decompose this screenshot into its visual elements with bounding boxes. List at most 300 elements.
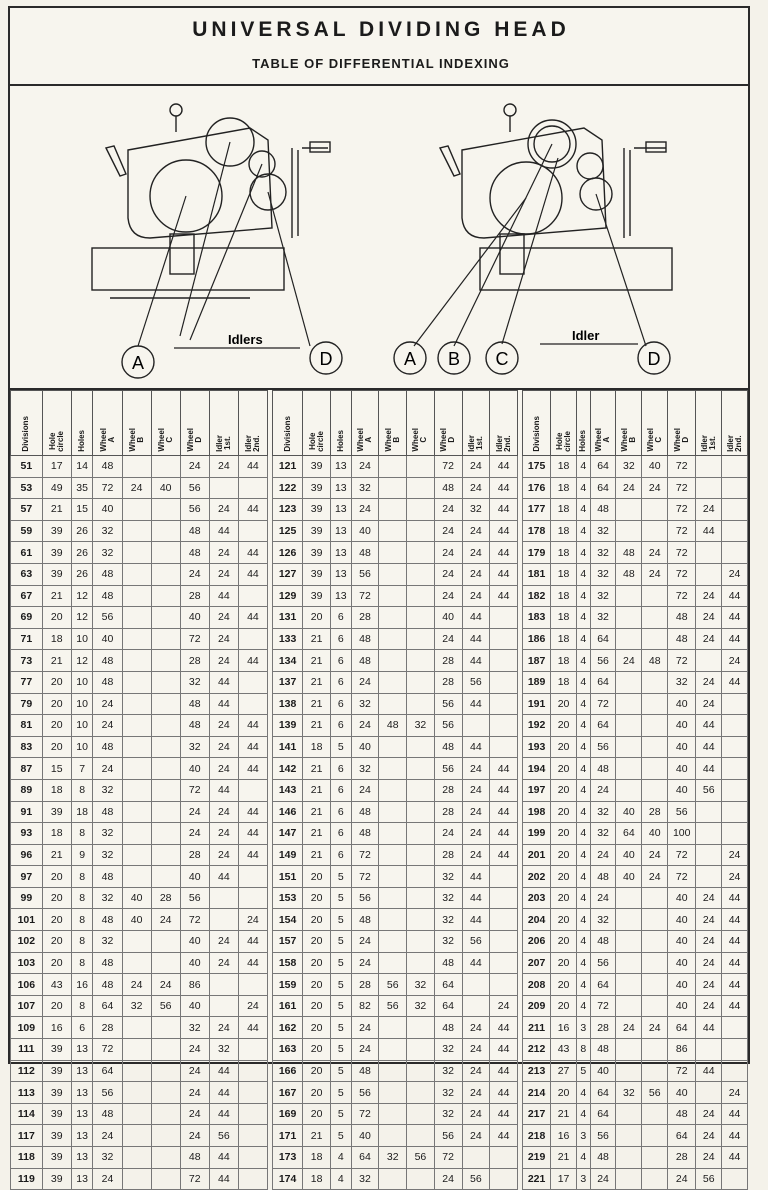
cell-idler-2nd: 44 <box>238 499 267 521</box>
cell-hole-circle: 20 <box>551 823 577 845</box>
table-row <box>273 563 518 585</box>
cell-wheel-b <box>616 952 642 974</box>
cell-holes: 8 <box>71 866 93 888</box>
column-header-label: Wheel A <box>355 428 373 452</box>
cell-holes: 13 <box>71 1039 93 1061</box>
cell-divisions: 202 <box>523 866 551 888</box>
cell-divisions: 122 <box>273 477 303 499</box>
cell-holes: 10 <box>71 671 93 693</box>
cell-hole-circle: 20 <box>303 607 331 629</box>
cell-wheel-a: 56 <box>590 1125 616 1147</box>
table-row <box>11 758 268 780</box>
cell-wheel-b: 40 <box>616 801 642 823</box>
cell-wheel-a: 48 <box>93 671 122 693</box>
cell-idler-2nd: 44 <box>722 607 748 629</box>
cell-holes: 6 <box>330 607 351 629</box>
column-header-wheel-a <box>351 391 379 456</box>
right-idler <box>577 153 603 179</box>
cell-divisions: 61 <box>11 542 43 564</box>
column-header-divisions <box>523 391 551 456</box>
cell-hole-circle: 18 <box>303 736 331 758</box>
cell-idler-1st: 44 <box>696 1017 722 1039</box>
cell-hole-circle: 43 <box>551 1039 577 1061</box>
table-row <box>273 779 518 801</box>
cell-hole-circle: 20 <box>303 931 331 953</box>
cell-wheel-d: 72 <box>668 650 696 672</box>
cell-wheel-c <box>407 520 435 542</box>
cell-holes: 5 <box>330 1125 351 1147</box>
cell-idler-2nd: 44 <box>722 909 748 931</box>
cell-divisions: 109 <box>11 1017 43 1039</box>
cell-idler-1st: 24 <box>209 607 238 629</box>
cell-wheel-b: 56 <box>379 995 407 1017</box>
cell-holes: 3 <box>576 1017 590 1039</box>
cell-wheel-b <box>122 628 151 650</box>
cell-wheel-b <box>616 758 642 780</box>
cell-wheel-a: 32 <box>93 542 122 564</box>
cell-hole-circle: 43 <box>42 974 71 996</box>
cell-wheel-a: 64 <box>590 1103 616 1125</box>
cell-idler-1st: 24 <box>209 952 238 974</box>
cell-wheel-c <box>407 650 435 672</box>
cell-wheel-b <box>122 823 151 845</box>
cell-wheel-b: 40 <box>616 844 642 866</box>
cell-idler-2nd <box>490 736 518 758</box>
cell-wheel-d: 72 <box>668 542 696 564</box>
cell-wheel-c <box>151 758 180 780</box>
table-row <box>11 1125 268 1147</box>
cell-wheel-d: 32 <box>434 1103 462 1125</box>
cell-wheel-d: 24 <box>434 520 462 542</box>
cell-holes: 13 <box>71 1060 93 1082</box>
cell-wheel-b <box>616 1103 642 1125</box>
cell-idler-1st: 24 <box>209 628 238 650</box>
cell-wheel-c <box>151 1039 180 1061</box>
cell-idler-1st <box>209 974 238 996</box>
cell-holes: 4 <box>576 995 590 1017</box>
right-lifting-eye <box>504 104 516 116</box>
cell-wheel-d: 24 <box>180 456 209 478</box>
cell-divisions: 157 <box>273 931 303 953</box>
cell-holes: 13 <box>71 1168 93 1190</box>
cell-idler-2nd: 44 <box>490 520 518 542</box>
cell-wheel-a: 24 <box>93 758 122 780</box>
cell-wheel-a: 72 <box>351 585 379 607</box>
cell-holes: 13 <box>71 1125 93 1147</box>
cell-wheel-b <box>122 693 151 715</box>
table-row <box>523 779 748 801</box>
cell-wheel-c <box>151 499 180 521</box>
cell-idler-1st: 24 <box>209 844 238 866</box>
cell-wheel-c: 32 <box>407 974 435 996</box>
cell-holes: 4 <box>576 801 590 823</box>
table-row <box>11 736 268 758</box>
cell-wheel-b <box>122 801 151 823</box>
cell-holes: 6 <box>330 693 351 715</box>
cell-idler-2nd: 44 <box>722 995 748 1017</box>
cell-wheel-b: 24 <box>616 477 642 499</box>
dividing-head-illustration-right <box>394 104 672 374</box>
cell-hole-circle: 39 <box>303 585 331 607</box>
cell-holes: 6 <box>330 671 351 693</box>
cell-idler-2nd <box>238 693 267 715</box>
cell-idler-1st: 24 <box>209 456 238 478</box>
cell-wheel-b <box>122 1060 151 1082</box>
cell-wheel-d: 24 <box>180 563 209 585</box>
cell-hole-circle: 20 <box>303 1039 331 1061</box>
column-header-wheel-d <box>668 391 696 456</box>
cell-wheel-c <box>407 1082 435 1104</box>
cell-wheel-d: 40 <box>668 715 696 737</box>
cell-hole-circle: 20 <box>551 844 577 866</box>
cell-wheel-d: 56 <box>434 693 462 715</box>
cell-wheel-c <box>151 520 180 542</box>
table-row <box>273 456 518 478</box>
cell-wheel-d: 24 <box>180 1082 209 1104</box>
cell-wheel-d: 48 <box>180 693 209 715</box>
table-row <box>11 823 268 845</box>
cell-wheel-c <box>642 499 668 521</box>
cell-wheel-a: 32 <box>93 844 122 866</box>
cell-wheel-d: 28 <box>434 671 462 693</box>
cell-wheel-a: 40 <box>351 736 379 758</box>
left-base <box>92 248 284 290</box>
cell-wheel-a: 48 <box>590 1147 616 1169</box>
cell-divisions: 212 <box>523 1039 551 1061</box>
cell-idler-1st: 32 <box>209 1039 238 1061</box>
column-header-holes <box>576 391 590 456</box>
cell-wheel-b <box>122 456 151 478</box>
cell-wheel-d: 24 <box>180 1039 209 1061</box>
cell-wheel-a: 24 <box>351 952 379 974</box>
cell-idler-1st: 24 <box>462 563 490 585</box>
table-row <box>11 801 268 823</box>
right-label-d: D <box>647 349 661 369</box>
cell-wheel-c <box>407 671 435 693</box>
cell-wheel-b <box>379 909 407 931</box>
cell-idler-1st: 24 <box>696 607 722 629</box>
cell-hole-circle: 20 <box>303 1060 331 1082</box>
cell-wheel-b <box>379 1125 407 1147</box>
cell-idler-1st: 24 <box>462 1039 490 1061</box>
cell-wheel-c <box>407 909 435 931</box>
cell-idler-2nd: 44 <box>238 542 267 564</box>
cell-wheel-d: 72 <box>668 563 696 585</box>
cell-holes: 3 <box>576 1125 590 1147</box>
cell-holes: 4 <box>576 520 590 542</box>
cell-wheel-c <box>642 1147 668 1169</box>
cell-wheel-a: 48 <box>590 866 616 888</box>
cell-wheel-b <box>122 715 151 737</box>
column-header-hole-circle <box>303 391 331 456</box>
cell-holes: 10 <box>71 693 93 715</box>
cell-idler-1st: 24 <box>696 931 722 953</box>
cell-wheel-c: 24 <box>642 1017 668 1039</box>
cell-wheel-d: 48 <box>668 628 696 650</box>
cell-idler-2nd <box>238 779 267 801</box>
cell-wheel-c <box>407 693 435 715</box>
cell-wheel-a: 56 <box>351 1082 379 1104</box>
cell-wheel-b: 24 <box>122 974 151 996</box>
cell-holes: 13 <box>330 520 351 542</box>
cell-wheel-c <box>407 823 435 845</box>
column-header-wheel-c <box>151 391 180 456</box>
cell-hole-circle: 15 <box>42 758 71 780</box>
cell-idler-1st: 56 <box>696 779 722 801</box>
cell-wheel-c <box>407 499 435 521</box>
table-row <box>273 866 518 888</box>
cell-idler-1st <box>696 823 722 845</box>
cell-holes: 5 <box>330 995 351 1017</box>
cell-wheel-b <box>379 1039 407 1061</box>
cell-idler-2nd <box>722 520 748 542</box>
cell-hole-circle: 49 <box>42 477 71 499</box>
cell-wheel-a: 48 <box>93 585 122 607</box>
cell-divisions: 91 <box>11 801 43 823</box>
cell-holes: 4 <box>576 823 590 845</box>
cell-wheel-d: 40 <box>668 909 696 931</box>
cell-idler-2nd: 44 <box>490 823 518 845</box>
table-row <box>273 607 518 629</box>
cell-wheel-d: 72 <box>434 456 462 478</box>
cell-divisions: 218 <box>523 1125 551 1147</box>
cell-hole-circle: 18 <box>551 585 577 607</box>
column-header-label: Holes <box>77 430 87 452</box>
cell-wheel-c <box>642 520 668 542</box>
cell-idler-2nd: 24 <box>238 995 267 1017</box>
cell-idler-1st <box>696 866 722 888</box>
cell-wheel-c: 56 <box>407 1147 435 1169</box>
cell-idler-2nd: 44 <box>490 1060 518 1082</box>
cell-hole-circle: 39 <box>42 1039 71 1061</box>
cell-idler-1st: 24 <box>696 585 722 607</box>
cell-wheel-d: 48 <box>434 477 462 499</box>
cell-idler-1st <box>462 715 490 737</box>
cell-holes: 8 <box>71 995 93 1017</box>
cell-idler-2nd: 44 <box>490 1082 518 1104</box>
cell-hole-circle: 27 <box>551 1060 577 1082</box>
cell-wheel-d: 40 <box>668 1082 696 1104</box>
cell-divisions: 53 <box>11 477 43 499</box>
table-row <box>11 866 268 888</box>
cell-wheel-a: 82 <box>351 995 379 1017</box>
cell-hole-circle: 18 <box>551 456 577 478</box>
cell-wheel-a: 24 <box>93 1125 122 1147</box>
column-header-label: Idler 2nd. <box>243 435 261 452</box>
cell-wheel-a: 24 <box>590 887 616 909</box>
cell-wheel-a: 24 <box>351 499 379 521</box>
cell-wheel-a: 32 <box>351 477 379 499</box>
table-row <box>273 736 518 758</box>
cell-wheel-c: 24 <box>642 477 668 499</box>
cell-divisions: 204 <box>523 909 551 931</box>
cell-idler-1st: 24 <box>696 974 722 996</box>
cell-hole-circle: 18 <box>42 779 71 801</box>
cell-wheel-d: 72 <box>434 1147 462 1169</box>
differential-indexing-tables <box>10 388 748 1185</box>
cell-wheel-a: 32 <box>93 823 122 845</box>
cell-holes: 5 <box>330 974 351 996</box>
cell-wheel-b <box>616 1060 642 1082</box>
cell-divisions: 162 <box>273 1017 303 1039</box>
column-header-label: Idler 2nd. <box>725 435 743 452</box>
cell-wheel-c <box>642 909 668 931</box>
cell-divisions: 167 <box>273 1082 303 1104</box>
column-header-idler-1st <box>462 391 490 456</box>
table-row <box>523 628 748 650</box>
cell-divisions: 217 <box>523 1103 551 1125</box>
cell-wheel-d: 28 <box>434 650 462 672</box>
cell-wheel-c <box>151 563 180 585</box>
cell-divisions: 51 <box>11 456 43 478</box>
cell-wheel-c <box>151 1017 180 1039</box>
column-header-label: Wheel C <box>645 428 663 452</box>
cell-divisions: 153 <box>273 887 303 909</box>
cell-hole-circle: 21 <box>42 499 71 521</box>
cell-holes: 4 <box>576 499 590 521</box>
cell-wheel-c <box>151 1060 180 1082</box>
cell-holes: 6 <box>71 1017 93 1039</box>
table-row <box>11 1147 268 1169</box>
cell-idler-1st: 24 <box>462 542 490 564</box>
cell-holes: 18 <box>71 801 93 823</box>
cell-wheel-d: 24 <box>180 823 209 845</box>
cell-wheel-a: 56 <box>590 952 616 974</box>
cell-wheel-c: 24 <box>642 844 668 866</box>
cell-wheel-a: 24 <box>351 1017 379 1039</box>
cell-wheel-d: 48 <box>180 1147 209 1169</box>
cell-idler-1st: 44 <box>696 715 722 737</box>
cell-hole-circle: 16 <box>551 1017 577 1039</box>
cell-holes: 4 <box>576 952 590 974</box>
table-row <box>523 866 748 888</box>
cell-wheel-c <box>151 628 180 650</box>
cell-idler-2nd: 44 <box>238 931 267 953</box>
cell-divisions: 89 <box>11 779 43 801</box>
cell-idler-2nd <box>238 974 267 996</box>
cell-idler-2nd: 24 <box>722 844 748 866</box>
left-clamp <box>170 234 194 274</box>
cell-idler-1st: 24 <box>696 1103 722 1125</box>
cell-divisions: 151 <box>273 866 303 888</box>
cell-wheel-a: 48 <box>351 628 379 650</box>
cell-wheel-b <box>122 650 151 672</box>
cell-holes: 26 <box>71 542 93 564</box>
cell-wheel-d: 56 <box>180 887 209 909</box>
cell-divisions: 126 <box>273 542 303 564</box>
cell-holes: 8 <box>71 952 93 974</box>
cell-idler-1st: 24 <box>209 1017 238 1039</box>
cell-hole-circle: 21 <box>303 801 331 823</box>
cell-divisions: 97 <box>11 866 43 888</box>
cell-idler-2nd: 44 <box>238 736 267 758</box>
cell-hole-circle: 20 <box>42 693 71 715</box>
cell-divisions: 107 <box>11 995 43 1017</box>
cell-wheel-d: 72 <box>668 1060 696 1082</box>
cell-idler-2nd <box>722 715 748 737</box>
cell-hole-circle: 20 <box>42 995 71 1017</box>
cell-wheel-d: 28 <box>434 779 462 801</box>
cell-divisions: 178 <box>523 520 551 542</box>
cell-wheel-d: 56 <box>668 801 696 823</box>
cell-wheel-c <box>407 1125 435 1147</box>
cell-wheel-b <box>616 779 642 801</box>
cell-wheel-c: 48 <box>642 650 668 672</box>
cell-holes: 8 <box>71 823 93 845</box>
table-row <box>273 650 518 672</box>
cell-idler-2nd: 44 <box>490 844 518 866</box>
cell-wheel-c <box>151 456 180 478</box>
cell-wheel-c <box>642 995 668 1017</box>
cell-holes: 5 <box>330 1082 351 1104</box>
cell-wheel-d: 48 <box>668 607 696 629</box>
cell-wheel-a: 56 <box>351 563 379 585</box>
cell-divisions: 103 <box>11 952 43 974</box>
cell-wheel-b <box>122 866 151 888</box>
cell-wheel-c: 24 <box>151 909 180 931</box>
cell-hole-circle: 39 <box>303 563 331 585</box>
table-row <box>273 1168 518 1190</box>
cell-idler-1st: 44 <box>209 779 238 801</box>
cell-idler-1st: 24 <box>209 499 238 521</box>
cell-wheel-a: 64 <box>590 671 616 693</box>
cell-holes: 12 <box>71 607 93 629</box>
cell-wheel-d: 56 <box>434 1125 462 1147</box>
cell-wheel-a: 72 <box>351 866 379 888</box>
cell-wheel-b: 48 <box>379 715 407 737</box>
table-row <box>11 520 268 542</box>
column-header-label: Wheel D <box>439 428 457 452</box>
cell-wheel-b <box>379 477 407 499</box>
cell-wheel-c <box>151 1168 180 1190</box>
cell-divisions: 129 <box>273 585 303 607</box>
cell-wheel-c <box>407 952 435 974</box>
cell-wheel-b <box>379 823 407 845</box>
cell-wheel-c <box>151 931 180 953</box>
cell-idler-1st <box>696 477 722 499</box>
cell-divisions: 206 <box>523 931 551 953</box>
cell-wheel-c <box>407 607 435 629</box>
cell-wheel-a: 72 <box>590 693 616 715</box>
cell-idler-2nd: 44 <box>722 585 748 607</box>
cell-wheel-d: 64 <box>434 995 462 1017</box>
cell-wheel-a: 48 <box>590 499 616 521</box>
cell-wheel-a: 40 <box>93 628 122 650</box>
cell-idler-1st: 24 <box>462 1017 490 1039</box>
cell-wheel-b <box>379 456 407 478</box>
table-row <box>11 477 268 499</box>
column-header-label: Holes <box>578 430 588 452</box>
cell-idler-1st: 44 <box>696 520 722 542</box>
cell-wheel-a: 48 <box>93 456 122 478</box>
cell-wheel-a: 64 <box>351 1147 379 1169</box>
cell-divisions: 87 <box>11 758 43 780</box>
cell-divisions: 131 <box>273 607 303 629</box>
column-header-hole-circle <box>42 391 71 456</box>
cell-idler-1st: 44 <box>462 952 490 974</box>
cell-hole-circle: 16 <box>551 1125 577 1147</box>
cell-holes: 5 <box>330 736 351 758</box>
cell-wheel-a: 24 <box>93 715 122 737</box>
cell-wheel-b <box>379 1017 407 1039</box>
cell-idler-2nd <box>722 736 748 758</box>
cell-idler-2nd <box>490 887 518 909</box>
table-row <box>11 715 268 737</box>
cell-wheel-a: 32 <box>590 801 616 823</box>
table-row <box>11 499 268 521</box>
column-header-label: Idler 1st. <box>214 435 232 452</box>
column-header-label: Divisions <box>282 416 292 452</box>
